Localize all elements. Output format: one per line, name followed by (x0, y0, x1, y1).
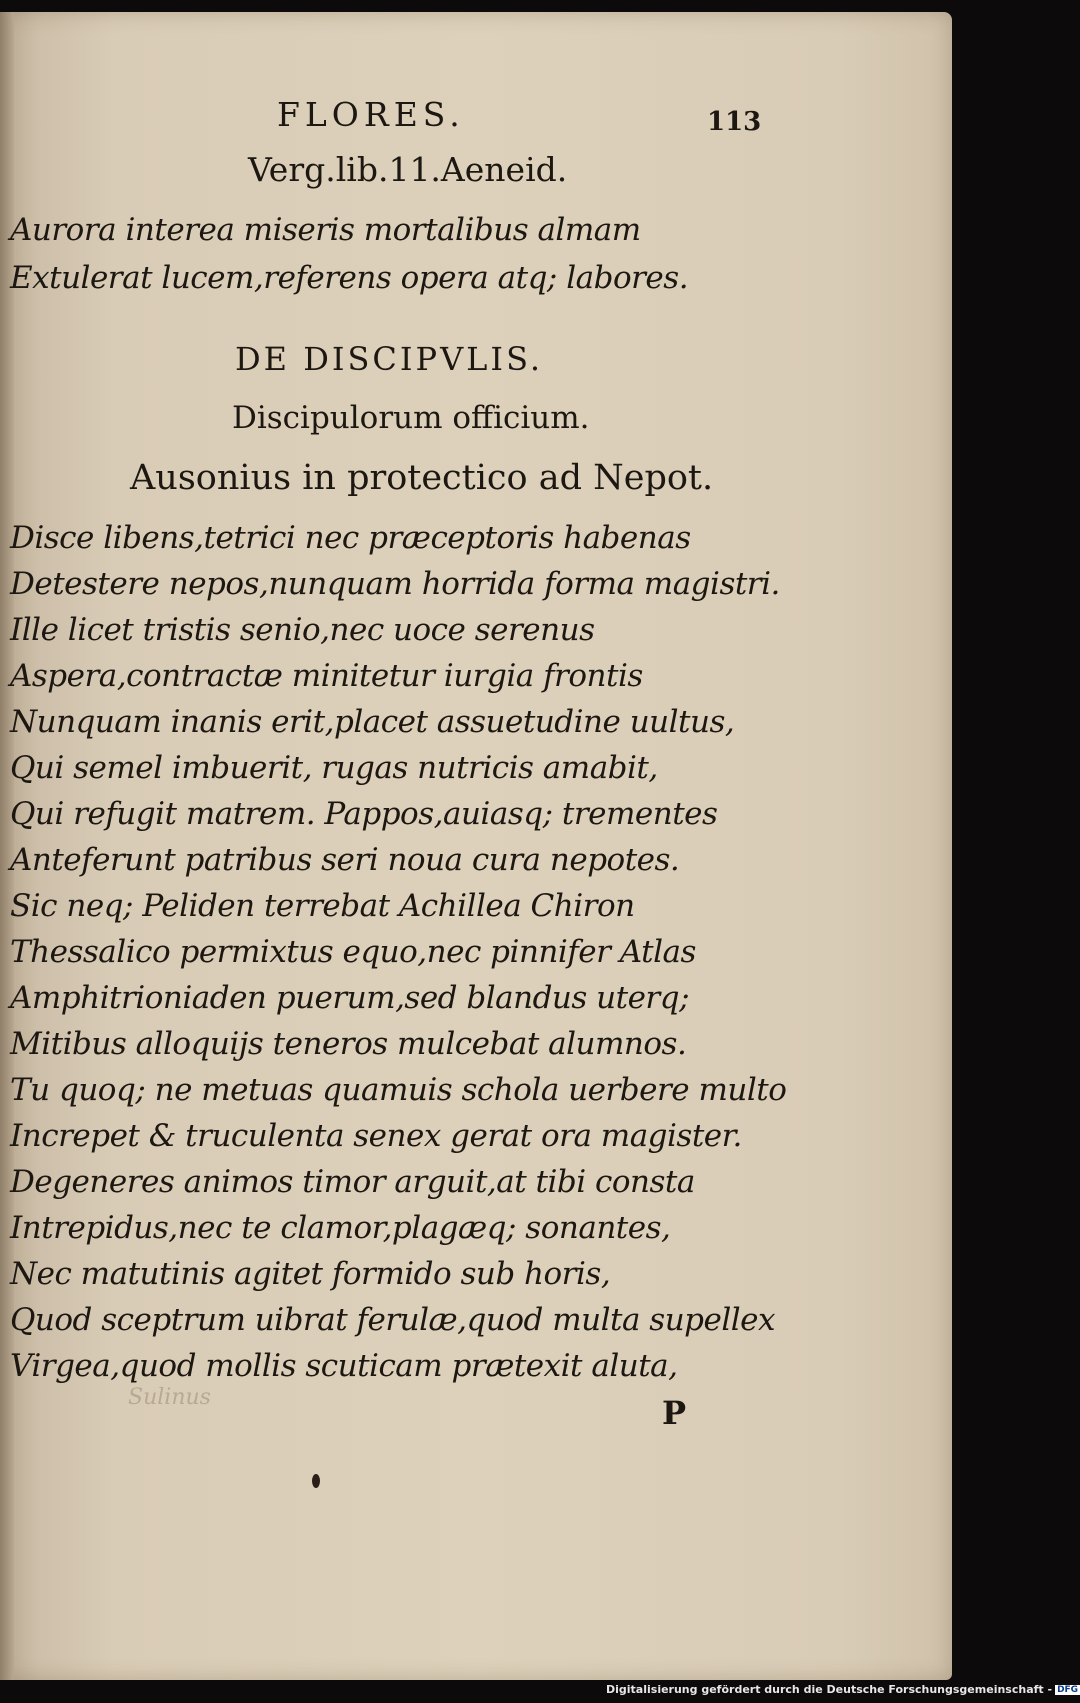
verse-line: Nec matutinis agitet formido sub horis, (10, 1256, 611, 1292)
verse-line: Qui refugit matrem. Pappos,auiasq; trementes (10, 796, 718, 832)
verse-line: Increpet & truculenta senex gerat ora magister. (10, 1118, 742, 1154)
verse-line: Tu quoq; ne metuas quamuis schola uerbere multo (10, 1072, 787, 1108)
dfg-logo-icon: DFG (1057, 1685, 1079, 1695)
ink-spot (312, 1474, 320, 1488)
verse-line: Qui semel imbuerit, rugas nutricis amabit, (10, 750, 658, 786)
verse-line: Amphitrioniaden puerum,sed blandus uterq; (10, 980, 690, 1016)
verse-line: Virgea,quod mollis scuticam prætexit aluta, (10, 1348, 678, 1384)
verse-line: Aspera,contractæ minitetur iurgia frontis (10, 658, 643, 694)
verse-line: Nunquam inanis erit,placet assuetudine uultus, (10, 704, 735, 740)
page-number: 113 (707, 107, 762, 137)
section-heading: DE DISCIPVLIS. (235, 340, 544, 378)
section-subheading: Discipulorum officium. (232, 400, 590, 436)
catchword: P (662, 1394, 687, 1432)
verse-line: Degeneres animos timor arguit,at tibi consta (10, 1164, 695, 1200)
verse-line: Disce libens,tetrici nec præceptoris habenas (10, 520, 691, 556)
show-through-text: Sulinus (128, 1385, 211, 1410)
verse-line: Thessalico permixtus equo,nec pinnifer Atlas (10, 934, 696, 970)
verse-line: Aurora interea miseris mortalibus almam (10, 212, 641, 248)
verse-line: Ille licet tristis senio,nec uoce serenus (10, 612, 595, 648)
verse-line: Anteferunt patribus seri noua cura nepotes. (10, 842, 680, 878)
verse-line: Quod sceptrum uibrat ferulæ,quod multa supellex (10, 1302, 776, 1338)
section1-source: Verg.lib.11.Aeneid. (248, 150, 568, 189)
verse-line: Intrepidus,nec te clamor,plagæq; sonantes, (10, 1210, 671, 1246)
verse-line: Detestere nepos,nunquam horrida forma magistri. (10, 566, 780, 602)
digitization-credit (606, 1683, 1080, 1696)
verse-line: Sic neq; Peliden terrebat Achillea Chiron (10, 888, 635, 924)
verse-line: Extulerat lucem,referens opera atq; labores. (10, 260, 689, 296)
credit-text: Digitalisierung gefördert durch die Deutsche Forschungsgemeinschaft - (606, 1683, 1053, 1696)
section2-source: Ausonius in protectico ad Nepot. (130, 458, 714, 498)
running-title: FLORES. (277, 95, 465, 134)
verse-line: Mitibus alloquijs teneros mulcebat alumnos. (10, 1026, 687, 1062)
